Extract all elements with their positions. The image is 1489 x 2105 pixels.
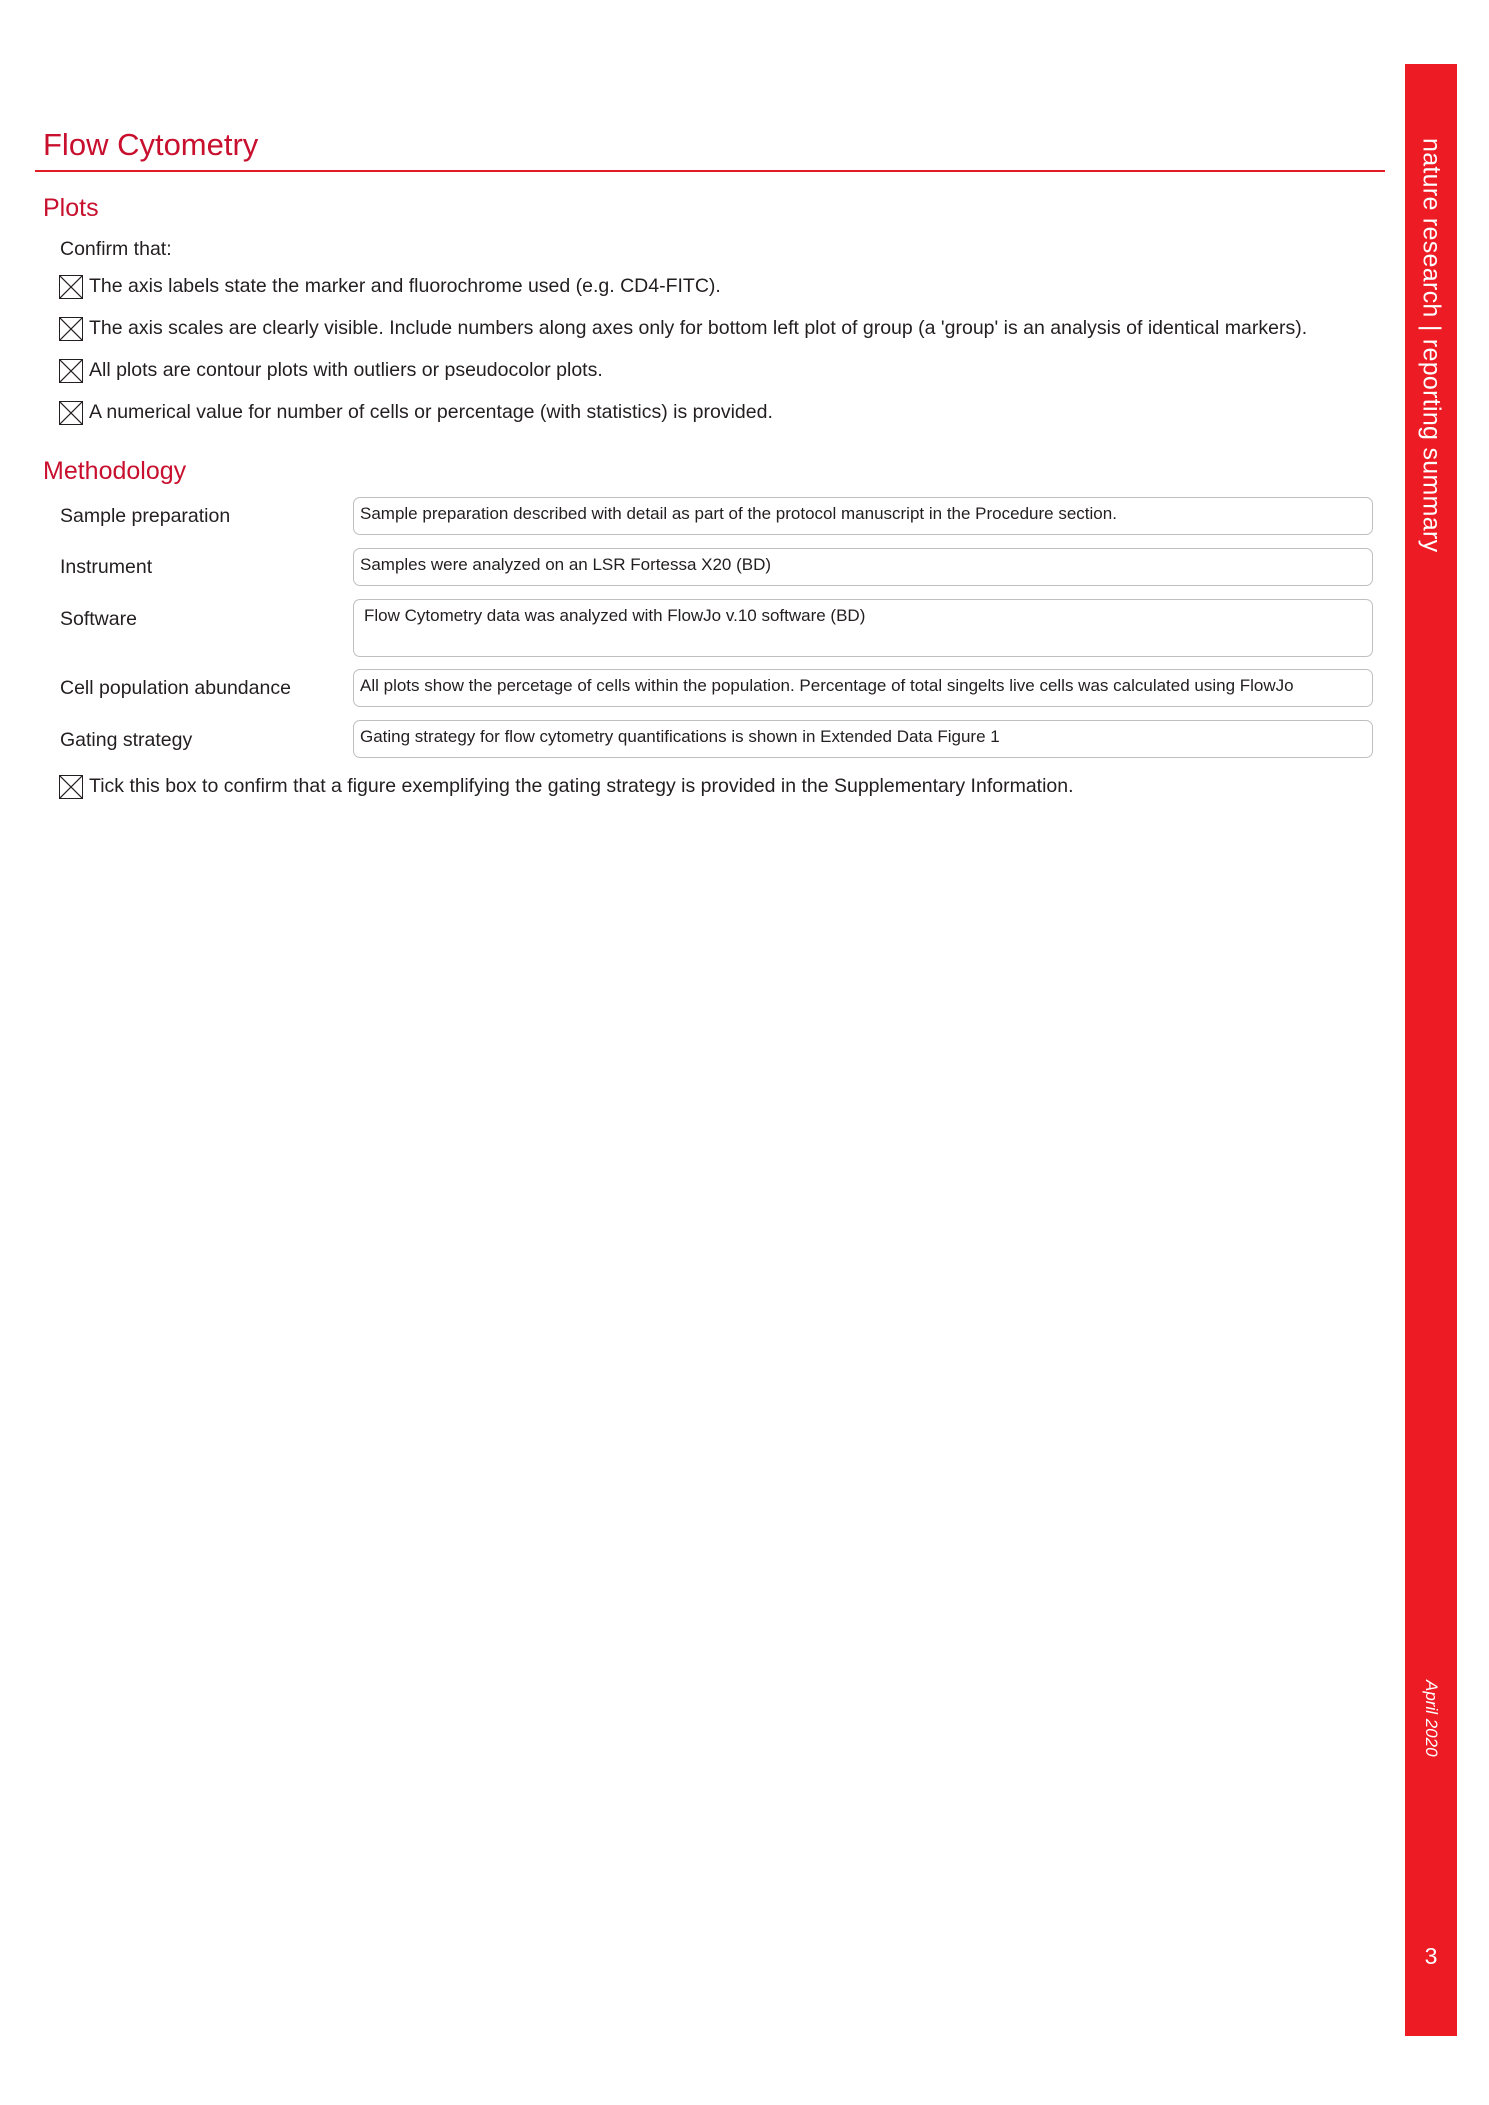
plots-heading: Plots — [43, 194, 99, 222]
cell-population-abundance-field[interactable]: All plots show the percetage of cells within the population. Percentage of total singelts live cells was calculated using FlowJo — [353, 669, 1373, 707]
sample-preparation-field[interactable]: Sample preparation described with detail as part of the protocol manuscript in the Procedure section. — [353, 497, 1373, 535]
sidebar-date: April 2020 — [1422, 1680, 1441, 1757]
page-number: 3 — [1424, 1943, 1438, 1969]
plots-check-item[interactable] — [59, 315, 1307, 343]
check-item-label: The axis labels state the marker and fluorochrome used (e.g. CD4-FITC). — [89, 275, 721, 298]
software-field[interactable]: Flow Cytometry data was analyzed with FlowJo v.10 software (BD) — [353, 599, 1373, 657]
check-item-label: The axis scales are clearly visible. Include numbers along axes only for bottom left plot of group (a 'group' is an analysis of identical markers). — [89, 317, 1308, 340]
gating-strategy-label: Gating strategy — [60, 729, 193, 751]
software-label: Software — [60, 608, 137, 630]
section-divider — [35, 170, 1385, 172]
confirm-label: Tick this box to confirm that a figure exemplifying the gating strategy is provided in the Supplementary Information. — [89, 775, 1074, 798]
checked-box-icon[interactable] — [59, 275, 83, 299]
plots-check-item[interactable] — [59, 273, 721, 301]
plots-check-item[interactable] — [59, 357, 603, 385]
plots-check-item[interactable] — [59, 399, 773, 427]
gating-figure-confirm[interactable] — [59, 773, 1074, 801]
checked-box-icon[interactable] — [59, 775, 83, 799]
cell-population-abundance-label: Cell population abundance — [60, 677, 291, 699]
check-item-label: A numerical value for number of cells or percentage (with statistics) is provided. — [89, 401, 773, 424]
plots-intro: Confirm that: — [60, 238, 172, 260]
sample-preparation-label: Sample preparation — [60, 505, 231, 527]
instrument-field[interactable]: Samples were analyzed on an LSR Fortessa X20 (BD) — [353, 548, 1373, 586]
instrument-label: Instrument — [60, 556, 153, 578]
gating-strategy-field[interactable]: Gating strategy for flow cytometry quantifications is shown in Extended Data Figure 1 — [353, 720, 1373, 758]
checked-box-icon[interactable] — [59, 401, 83, 425]
check-item-label: All plots are contour plots with outliers or pseudocolor plots. — [89, 359, 603, 382]
section-title: Flow Cytometry — [43, 127, 259, 162]
checked-box-icon[interactable] — [59, 317, 83, 341]
sidebar-journal-title: nature research | reporting summary — [1417, 138, 1446, 553]
checked-box-icon[interactable] — [59, 359, 83, 383]
methodology-heading: Methodology — [43, 457, 187, 485]
